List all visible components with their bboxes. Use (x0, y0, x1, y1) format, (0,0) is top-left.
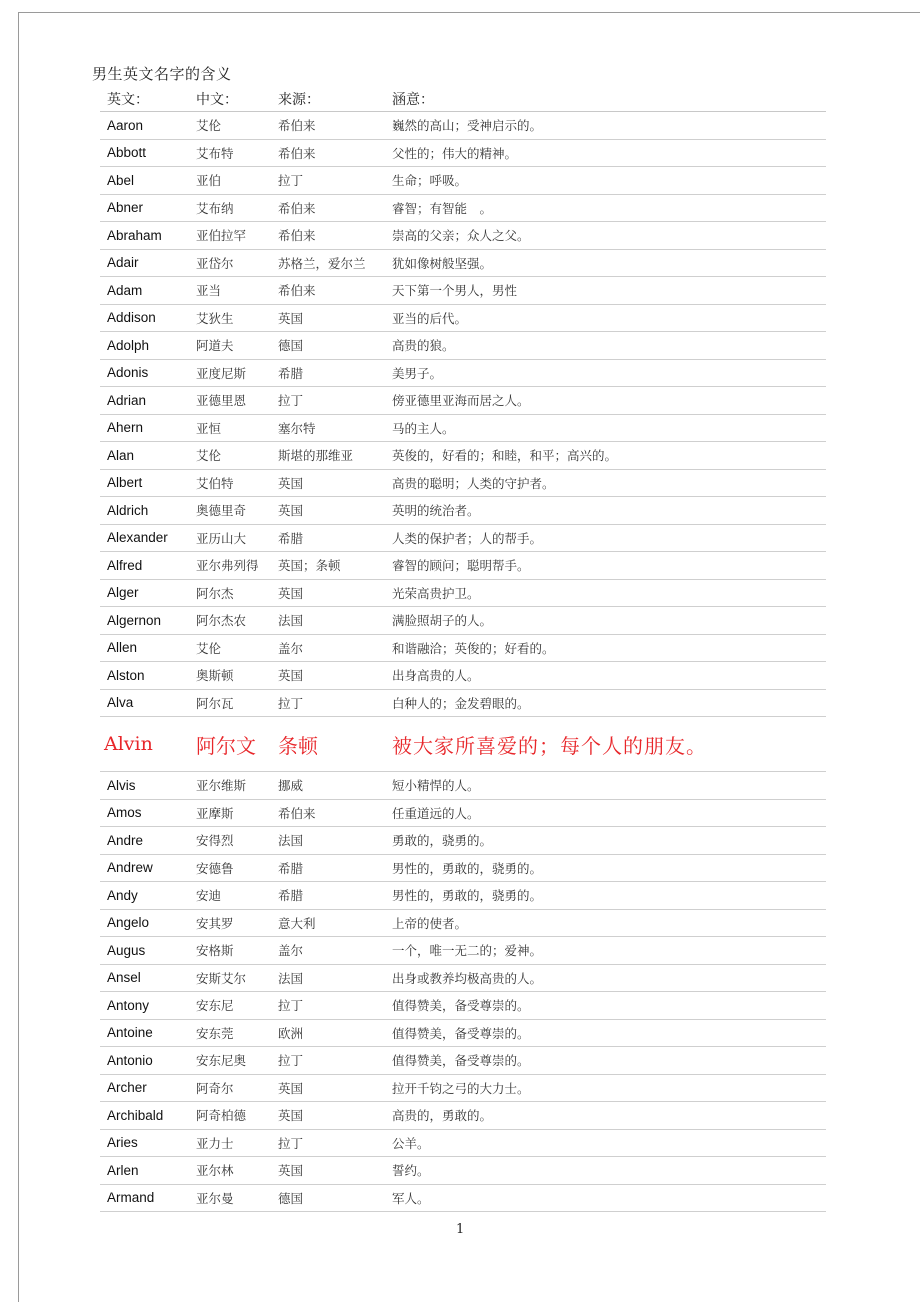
table-row (100, 524, 826, 552)
name-chinese: 阿道夫 (196, 332, 278, 360)
table-row (100, 909, 826, 937)
document-title: 男生英文名字的含义 (92, 65, 232, 83)
name-english: Antony (100, 992, 196, 1020)
name-origin: 英国 (278, 304, 392, 332)
name-chinese: 亚伯 (196, 167, 278, 195)
name-origin: 苏格兰，爱尔兰 (278, 249, 392, 277)
name-chinese: 亚岱尔 (196, 249, 278, 277)
name-chinese: 艾伯特 (196, 469, 278, 497)
name-chinese: 亚尔林 (196, 1157, 278, 1185)
name-meaning: 光荣高贵护卫。 (392, 579, 826, 607)
name-chinese: 安迪 (196, 882, 278, 910)
name-chinese: 安东尼奥 (196, 1047, 278, 1075)
name-origin: 希腊 (278, 524, 392, 552)
name-english: Abraham (100, 222, 196, 250)
table-row-highlighted (100, 717, 826, 772)
name-chinese: 艾伦 (196, 112, 278, 140)
table-row (100, 662, 826, 690)
header-english: 英文： (100, 86, 196, 112)
name-chinese: 亚尔弗列得 (196, 552, 278, 580)
table-header-row (100, 86, 826, 112)
name-origin: 拉丁 (278, 992, 392, 1020)
name-meaning: 高贵的狼。 (392, 332, 826, 360)
name-origin: 欧洲 (278, 1019, 392, 1047)
table-row (100, 827, 826, 855)
name-meaning: 任重道远的人。 (392, 799, 826, 827)
name-meaning: 满脸照胡子的人。 (392, 607, 826, 635)
name-meaning: 崇高的父亲；众人之父。 (392, 222, 826, 250)
name-origin: 希伯来 (278, 277, 392, 305)
name-english: Armand (100, 1184, 196, 1212)
table-row (100, 1129, 826, 1157)
names-table (100, 86, 826, 1212)
name-origin: 挪威 (278, 772, 392, 800)
name-english: Adair (100, 249, 196, 277)
name-origin: 法国 (278, 607, 392, 635)
name-origin: 希腊 (278, 854, 392, 882)
name-meaning: 誓约。 (392, 1157, 826, 1185)
name-meaning: 亚当的后代。 (392, 304, 826, 332)
name-origin: 希腊 (278, 359, 392, 387)
name-english: Allen (100, 634, 196, 662)
table-row (100, 1047, 826, 1075)
name-english: Andre (100, 827, 196, 855)
header-chinese: 中文： (196, 86, 278, 112)
name-meaning: 生命；呼吸。 (392, 167, 826, 195)
name-english: Angelo (100, 909, 196, 937)
name-english: Albert (100, 469, 196, 497)
name-origin: 英国 (278, 469, 392, 497)
name-origin: 法国 (278, 827, 392, 855)
name-english: Adonis (100, 359, 196, 387)
name-english: Abner (100, 194, 196, 222)
name-meaning: 男性的，勇敢的，骁勇的。 (392, 882, 826, 910)
name-english: Alva (100, 689, 196, 717)
table-row (100, 167, 826, 195)
table-row (100, 882, 826, 910)
name-chinese: 奥德里奇 (196, 497, 278, 525)
table-row (100, 277, 826, 305)
table-row (100, 1157, 826, 1185)
name-chinese: 亚历山大 (196, 524, 278, 552)
name-chinese: 亚恒 (196, 414, 278, 442)
name-english: Alexander (100, 524, 196, 552)
name-meaning: 值得赞美，备受尊崇的。 (392, 1047, 826, 1075)
name-chinese: 奥斯顿 (196, 662, 278, 690)
name-english: Arlen (100, 1157, 196, 1185)
name-english: Alan (100, 442, 196, 470)
name-english: Alvis (100, 772, 196, 800)
name-chinese: 亚力士 (196, 1129, 278, 1157)
table-row (100, 139, 826, 167)
table-row (100, 387, 826, 415)
name-meaning: 高贵的，勇敢的。 (392, 1102, 826, 1130)
name-chinese: 阿尔杰 (196, 579, 278, 607)
header-meaning: 涵意： (392, 86, 826, 112)
name-origin: 拉丁 (278, 1129, 392, 1157)
name-chinese: 艾布特 (196, 139, 278, 167)
name-chinese: 亚尔维斯 (196, 772, 278, 800)
name-english: Ansel (100, 964, 196, 992)
name-origin: 英国 (278, 579, 392, 607)
table-row (100, 579, 826, 607)
table-row (100, 607, 826, 635)
name-meaning: 勇敢的，骁勇的。 (392, 827, 826, 855)
page-border-left (18, 12, 19, 1302)
name-chinese: 阿奇尔 (196, 1074, 278, 1102)
table-row (100, 194, 826, 222)
table-row (100, 964, 826, 992)
page-number: 1 (456, 1222, 465, 1237)
table-row (100, 552, 826, 580)
name-origin: 希伯来 (278, 112, 392, 140)
name-english: Adam (100, 277, 196, 305)
name-english: Augus (100, 937, 196, 965)
table-row (100, 1074, 826, 1102)
name-origin: 英国；条顿 (278, 552, 392, 580)
name-meaning: 英俊的，好看的；和睦，和平；高兴的。 (392, 442, 826, 470)
name-english: Aaron (100, 112, 196, 140)
name-meaning: 出身高贵的人。 (392, 662, 826, 690)
name-chinese: 艾狄生 (196, 304, 278, 332)
name-origin: 盖尔 (278, 937, 392, 965)
name-chinese: 阿尔杰农 (196, 607, 278, 635)
name-meaning: 犹如像树般坚强。 (392, 249, 826, 277)
table-row (100, 414, 826, 442)
table-row (100, 992, 826, 1020)
name-meaning: 值得赞美，备受尊崇的。 (392, 1019, 826, 1047)
name-origin: 拉丁 (278, 167, 392, 195)
name-meaning: 巍然的高山；受神启示的。 (392, 112, 826, 140)
table-row (100, 937, 826, 965)
name-meaning: 美男子。 (392, 359, 826, 387)
name-chinese: 艾布纳 (196, 194, 278, 222)
table-row (100, 854, 826, 882)
name-chinese: 安斯艾尔 (196, 964, 278, 992)
table-row (100, 1184, 826, 1212)
table-body (100, 112, 826, 1212)
name-english: Andrew (100, 854, 196, 882)
name-origin: 德国 (278, 332, 392, 360)
name-chinese: 安得烈 (196, 827, 278, 855)
name-meaning: 上帝的使者。 (392, 909, 826, 937)
name-chinese: 艾伦 (196, 442, 278, 470)
name-chinese: 安德鲁 (196, 854, 278, 882)
name-meaning: 睿智的顾问；聪明帮手。 (392, 552, 826, 580)
name-english: Aldrich (100, 497, 196, 525)
name-meaning: 父性的；伟大的精神。 (392, 139, 826, 167)
name-english: Adolph (100, 332, 196, 360)
name-meaning: 傍亚德里亚海而居之人。 (392, 387, 826, 415)
table-row (100, 1102, 826, 1130)
name-origin: 英国 (278, 1074, 392, 1102)
name-meaning: 一个，唯一无二的；爱神。 (392, 937, 826, 965)
name-english: Adrian (100, 387, 196, 415)
name-meaning: 出身或教养均极高贵的人。 (392, 964, 826, 992)
page-border-top (18, 12, 920, 13)
name-english: Aries (100, 1129, 196, 1157)
name-origin: 盖尔 (278, 634, 392, 662)
name-origin: 斯堪的那维亚 (278, 442, 392, 470)
name-meaning: 人类的保护者；人的帮手。 (392, 524, 826, 552)
name-meaning: 马的主人。 (392, 414, 826, 442)
table-row (100, 442, 826, 470)
name-meaning: 和谐融洽；英俊的；好看的。 (392, 634, 826, 662)
name-english: Archer (100, 1074, 196, 1102)
name-english: Alfred (100, 552, 196, 580)
name-english: Archibald (100, 1102, 196, 1130)
header-origin: 来源： (278, 86, 392, 112)
name-chinese: 亚度尼斯 (196, 359, 278, 387)
name-meaning: 天下第一个男人，男性 (392, 277, 826, 305)
table-row (100, 1019, 826, 1047)
name-english: Andy (100, 882, 196, 910)
name-english: Alger (100, 579, 196, 607)
name-meaning: 白种人的；金发碧眼的。 (392, 689, 826, 717)
table-row (100, 222, 826, 250)
name-chinese: 亚当 (196, 277, 278, 305)
name-chinese: 安其罗 (196, 909, 278, 937)
table-row (100, 799, 826, 827)
name-english: Addison (100, 304, 196, 332)
name-chinese: 艾伦 (196, 634, 278, 662)
name-english: Amos (100, 799, 196, 827)
name-origin: 拉丁 (278, 689, 392, 717)
name-origin: 英国 (278, 662, 392, 690)
name-meaning: 拉开千钧之弓的大力士。 (392, 1074, 826, 1102)
table-row (100, 772, 826, 800)
name-chinese: 阿奇柏德 (196, 1102, 278, 1130)
name-origin: 拉丁 (278, 1047, 392, 1075)
name-origin: 塞尔特 (278, 414, 392, 442)
name-origin: 希伯来 (278, 799, 392, 827)
table-row (100, 469, 826, 497)
table-row (100, 249, 826, 277)
name-origin: 英国 (278, 497, 392, 525)
name-english: Antoine (100, 1019, 196, 1047)
name-origin: 英国 (278, 1157, 392, 1185)
name-origin: 德国 (278, 1184, 392, 1212)
name-chinese: 亚摩斯 (196, 799, 278, 827)
name-meaning: 值得赞美，备受尊崇的。 (392, 992, 826, 1020)
name-origin: 拉丁 (278, 387, 392, 415)
name-chinese: 安东莞 (196, 1019, 278, 1047)
name-english: Antonio (100, 1047, 196, 1075)
table-row (100, 689, 826, 717)
name-english: Algernon (100, 607, 196, 635)
name-chinese: 阿尔瓦 (196, 689, 278, 717)
name-meaning: 英明的统治者。 (392, 497, 826, 525)
name-meaning: 公羊。 (392, 1129, 826, 1157)
name-meaning: 短小精悍的人。 (392, 772, 826, 800)
table-row (100, 359, 826, 387)
name-origin: 条顿 (278, 717, 392, 772)
name-origin: 英国 (278, 1102, 392, 1130)
name-english: Abbott (100, 139, 196, 167)
name-origin: 希腊 (278, 882, 392, 910)
table-row (100, 332, 826, 360)
name-origin: 法国 (278, 964, 392, 992)
name-meaning: 睿智；有智能 。 (392, 194, 826, 222)
name-origin: 希伯来 (278, 139, 392, 167)
name-english: Abel (100, 167, 196, 195)
table-row (100, 634, 826, 662)
name-english: Alston (100, 662, 196, 690)
name-english: Ahern (100, 414, 196, 442)
table-row (100, 112, 826, 140)
table-row (100, 497, 826, 525)
name-chinese: 亚德里恩 (196, 387, 278, 415)
name-origin: 希伯来 (278, 222, 392, 250)
name-meaning: 军人。 (392, 1184, 826, 1212)
name-chinese: 亚伯拉罕 (196, 222, 278, 250)
name-chinese: 阿尔文 (196, 717, 278, 772)
name-origin: 希伯来 (278, 194, 392, 222)
table-row (100, 304, 826, 332)
name-meaning: 高贵的聪明；人类的守护者。 (392, 469, 826, 497)
name-chinese: 安东尼 (196, 992, 278, 1020)
name-meaning: 被大家所喜爱的；每个人的朋友。 (392, 717, 826, 772)
name-origin: 意大利 (278, 909, 392, 937)
name-meaning: 男性的，勇敢的，骁勇的。 (392, 854, 826, 882)
name-chinese: 亚尔曼 (196, 1184, 278, 1212)
name-chinese: 安格斯 (196, 937, 278, 965)
name-english: Alvin (100, 717, 196, 772)
